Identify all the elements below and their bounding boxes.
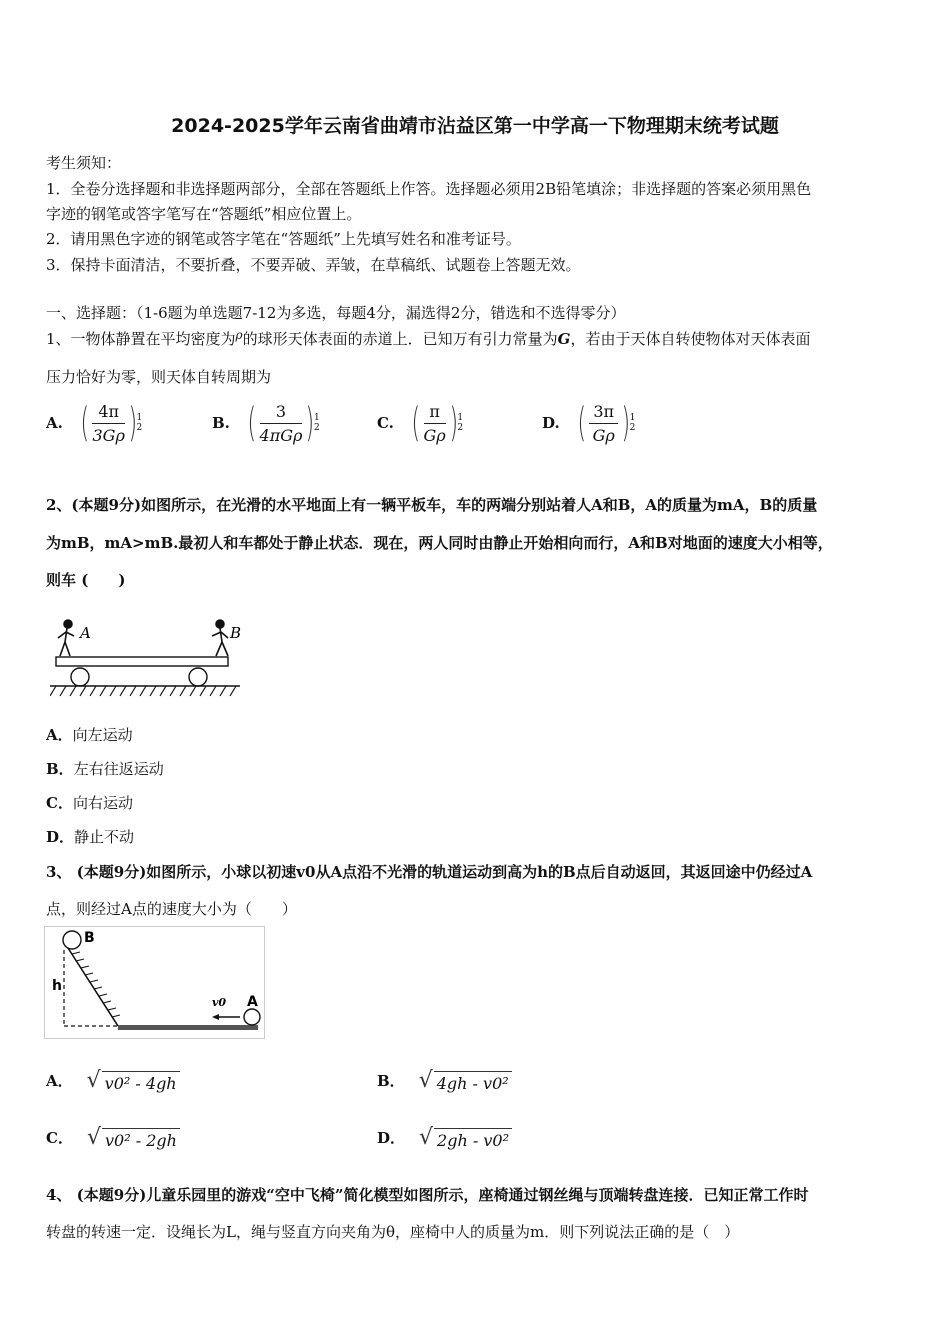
q3-option-a[interactable]: A． √ v0² - 4gh (46, 1068, 180, 1093)
q3-fig-label-a: A (247, 994, 258, 1010)
notice-item-1: 1．全卷分选择题和非选择题两部分，全部在答题纸上作答。选择题必须用2B铅笔填涂；非选择题的答案必须用黑色 (46, 180, 812, 198)
q3-stem-line2: 点，则经过A点的速度大小为（ ） (46, 900, 297, 918)
q1-stem-line2: 压力恰好为零，则天体自转周期为 (46, 368, 272, 386)
q1-option-d-fraction: $\frac{3\pi}{G\rho}$ (589, 402, 618, 445)
ball-b-icon (63, 931, 81, 949)
q1-text-b: 的球形天体表面的赤道上．已知万有引力常量为 (242, 330, 558, 348)
ground-hatch (50, 686, 236, 696)
q1-option-a[interactable]: A. ( $\frac{4\pi}{3G\rho}$ ) 1 2 (46, 400, 143, 446)
q1-text-c: ，若由于天体自转使物体对天体表面 (570, 330, 811, 348)
notice-heading: 考生须知： (46, 154, 122, 172)
q3-option-b-expr: √ 4gh - v0² (419, 1068, 512, 1093)
q3-option-d-expr: √ 2gh - v0² (419, 1125, 512, 1150)
cart-board (56, 657, 228, 666)
q1-rho: ρ (235, 328, 243, 342)
ball-a-icon (244, 1009, 260, 1025)
q4-stem-line1: 4、 (本题9分)儿童乐园里的游戏“空中飞椅”简化模型如图所示，座椅通过钢丝绳与顶端转盘连接．已知正常工作时 (46, 1186, 809, 1204)
q1-option-d-label: D. (542, 414, 560, 432)
q1-option-a-exponent: 1 2 (136, 413, 143, 433)
slope-line (68, 948, 118, 1026)
q1-option-b[interactable]: B. ( $\frac{3}{\text{4πGρ}}$ ) 1 2 (212, 400, 320, 446)
person-a-icon (58, 620, 74, 656)
q1-option-b-label: B. (212, 414, 230, 432)
q3-stem-line1: 3、 (本题9分)如图所示，小球以初速v0从A点沿不光滑的轨道运动到高为h的B点后自动返回，其返回途中仍经过A (46, 863, 813, 881)
q1-option-d-exponent: 1 2 (629, 413, 636, 433)
q2-option-c[interactable]: C．向右运动 (46, 794, 133, 812)
cart-wheel-right (189, 668, 207, 686)
q2-cart-figure (50, 612, 242, 704)
q1-stem-line1 (46, 328, 810, 349)
q3-option-c-expr: √ v0² - 2gh (87, 1125, 180, 1150)
notice-item-3: 3．保持卡面清洁，不要折叠，不要弄破、弄皱，在草稿纸、试题卷上答题无效。 (46, 256, 581, 274)
slope-hatch (72, 952, 120, 1017)
q3-fig-label-v: v0 (212, 996, 227, 1009)
q3-fig-label-b: B (84, 930, 95, 946)
q1-option-a-fraction: $\frac{4\pi}{3G\rho}$ (92, 401, 125, 445)
notice-item-1-cont: 字迹的钢笔或答字笔写在“答题纸”相应位置上。 (46, 205, 362, 223)
q1-text-a: 1、一物体静置在平均密度为 (46, 330, 236, 348)
q2-fig-label-a: A (80, 624, 91, 642)
q3-option-c[interactable]: C． √ v0² - 2gh (46, 1125, 180, 1150)
q1-option-b-exponent: 1 2 (314, 413, 320, 433)
q3-option-b[interactable]: B． √ 4gh - v0² (377, 1068, 512, 1093)
q3-option-a-expr: √ v0² - 4gh (87, 1068, 180, 1093)
q2-option-d[interactable]: D．静止不动 (46, 828, 135, 846)
q2-stem-line2: 为mB，mA>mB.最初人和车都处于静止状态．现在，两人同时由静止开始相向而行，A和B对地面的速度大小相等， (46, 534, 833, 552)
q2-stem-line3: 则车 ( ) (46, 571, 126, 589)
q1-option-c-fraction: $\frac{\pi}{G\rho}$ (423, 401, 446, 445)
q3-option-d[interactable]: D． √ 2gh - v0² (377, 1125, 512, 1150)
q1-option-a-label: A. (46, 414, 63, 432)
q1-g: G (557, 330, 571, 348)
q3-fig-label-h: h (52, 978, 62, 994)
cart-wheel-left (71, 668, 89, 686)
q1-option-d[interactable]: D. ( $\frac{3\pi}{G\rho}$ ) 1 2 (542, 400, 636, 446)
q3-track-figure (44, 926, 266, 1040)
page-title: 2024-2025学年云南省曲靖市沾益区第一中学高一下物理期末统考试题 (171, 115, 779, 137)
q1-option-c-label: C. (377, 414, 394, 432)
person-b-icon (212, 620, 228, 656)
q1-option-c-exponent: 1 2 (457, 413, 464, 433)
q1-option-c[interactable]: C. ( $\frac{\pi}{G\rho}$ ) 1 2 (377, 400, 464, 446)
q2-option-b[interactable]: B．左右往返运动 (46, 760, 164, 778)
q2-option-a[interactable]: A．向左运动 (46, 726, 133, 744)
section-heading: 一、选择题：（1-6题为单选题7-12为多选，每题4分，漏选得2分，错选和不选得零分） (46, 304, 626, 322)
track-ground (118, 1025, 258, 1030)
q2-fig-label-b: B (230, 624, 242, 642)
notice-item-2: 2．请用黑色字迹的钢笔或答字笔在“答题纸”上先填写姓名和准考证号。 (46, 230, 521, 248)
q4-stem-line2: 转盘的转速一定．设绳长为L，绳与竖直方向夹角为θ，座椅中人的质量为m．则下列说法正确的是（ ） (46, 1223, 740, 1241)
q1-option-b-fraction: $\frac{3}{\text{4πGρ}}$ (259, 401, 303, 445)
q2-stem-line1: 2、(本题9分)如图所示，在光滑的水平地面上有一辆平板车，车的两端分别站着人A和B，A的质量为mA，B的质量 (46, 496, 818, 514)
